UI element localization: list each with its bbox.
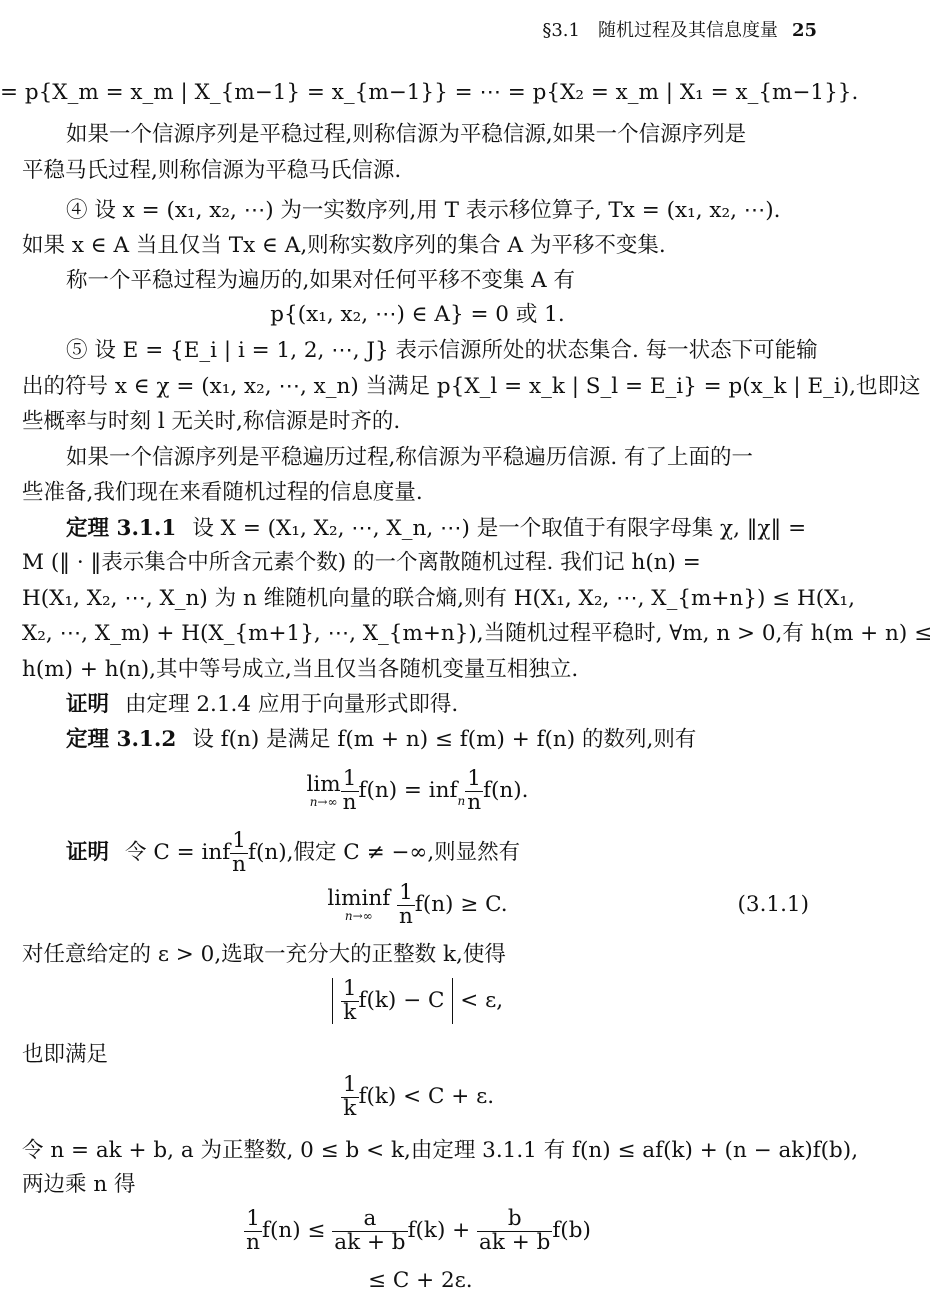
text-line: 对任意给定的 ε > 0,选取一充分大的正整数 k,使得 (22, 942, 506, 967)
text-line: 称一个平稳过程为遍历的,如果对任何平移不变集 A 有 (66, 268, 576, 293)
inf-subscript: n (457, 794, 466, 809)
text-line: 如果一个信源序列是平稳过程,则称信源为平稳信源,如果一个信源序列是 (66, 122, 747, 147)
text-line: 令 n = ak + b, a 为正整数, 0 ≤ b < k,由定理 3.1.1 有 f(n) ≤ af(k) + (n − ak)f(b), (22, 1138, 859, 1163)
lim-operator: lim n→∞ (306, 772, 341, 809)
text-line: ④ 设 x = (x₁, x₂, ⋯) 为一实数序列,用 T 表示移位算子, Tx = (x₁, x₂, ⋯). (66, 198, 781, 223)
text-line: X₂, ⋯, X_m) + H(X_{m+1}, ⋯, X_{m+n}),当随机过程平稳时, ∀m, n > 0,有 h(m + n) ≤ (22, 621, 932, 646)
equation-text: f(k) < C + ε. (358, 1084, 495, 1110)
fraction: $\frac{1}{n}$ (399, 880, 413, 929)
proof-label: 证明 (66, 840, 110, 866)
fraction: $\frac{a}{ak + b}$ (334, 1206, 406, 1255)
proof-text: 由定理 2.1.4 应用于向量形式即得. (125, 692, 459, 717)
fraction: $\frac{1}{n}$ (246, 1206, 260, 1255)
fraction: $\frac{1}{n}$ (232, 828, 247, 877)
proof-label: 证明 (66, 692, 110, 717)
theorem-3-1-1-line (66, 514, 806, 544)
text-line: 也即满足 (22, 1042, 109, 1067)
proof-line (66, 690, 458, 720)
proof-text: 令 C = inf (125, 840, 231, 866)
text-line: 平稳马氏过程,则称信源为平稳马氏信源. (22, 158, 402, 183)
equation-fk (0, 1074, 835, 1120)
header-section: §3.1 随机过程及其信息度量 (542, 20, 778, 41)
equation-number: (3.1.1) (737, 892, 809, 917)
liminf-operator: liminf n→∞ (327, 886, 391, 923)
equation-line: = p{X_m = x_m | X_{m−1} = x_{m−1}} = ⋯ = p{X₂ = x_m | X₁ = x_{m−1}}. (0, 80, 859, 105)
equation-text: < ε, (460, 988, 504, 1014)
equation-text: f(k) + (407, 1218, 471, 1244)
page-number: 25 (791, 20, 817, 41)
text-line: h(m) + h(n),其中等号成立,当且仅当各随机变量互相独立. (22, 657, 579, 682)
equation-line: p{(x₁, x₂, ⋯) ∈ A} = 0 或 1. (270, 302, 565, 327)
equation-text: f(n) = inf (358, 778, 458, 804)
equation-3-1-1 (0, 882, 835, 928)
equation-line: ≤ C + 2ε. (368, 1268, 473, 1293)
text-line: 些准备,我们现在来看随机过程的信息度量. (22, 480, 423, 505)
theorem-label: 定理 3.1.2 (66, 727, 177, 752)
text-line: H(X₁, X₂, ⋯, X_n) 为 n 维随机向量的联合熵,则有 H(X₁, X₂, ⋯, X_{m+n}) ≤ H(X₁, (22, 586, 855, 611)
text-line: 如果 x ∈ A 当且仅当 Tx ∈ A,则称实数序列的集合 A 为平移不变集. (22, 233, 666, 258)
equation-text: f(n) ≤ (262, 1218, 326, 1244)
theorem-3-1-2-line (66, 725, 696, 755)
fraction: $\frac{1}{k}$ (342, 1072, 357, 1121)
equation-lim-inf (0, 768, 835, 814)
fraction: $\frac{1}{n}$ (342, 766, 357, 815)
equation-text: f(n). (483, 778, 529, 804)
proof-line (66, 830, 520, 876)
theorem-label: 定理 3.1.1 (66, 516, 177, 541)
text-line: 些概率与时刻 l 无关时,称信源是时齐的. (22, 409, 401, 434)
text-line: ⑤ 设 E = {E_i | i = 1, 2, ⋯, J} 表示信源所处的状态集合. 每一状态下可能输 (66, 338, 818, 363)
fraction: $\frac{b}{ak + b}$ (479, 1206, 551, 1255)
text-line: 如果一个信源序列是平稳遍历过程,称信源为平稳遍历信源. 有了上面的一 (66, 445, 754, 470)
theorem-text: 设 X = (X₁, X₂, ⋯, X_n, ⋯) 是一个取值于有限字母集 χ, ‖χ‖ = (192, 516, 807, 541)
equation-abs (0, 978, 835, 1024)
text-line: 出的符号 x ∈ χ = (x₁, x₂, ⋯, x_n) 当满足 p{X_l = x_k | S_l = E_i} = p(x_k | E_i),也即这 (22, 374, 921, 399)
text-line: 两边乘 n 得 (22, 1172, 136, 1197)
theorem-text: 设 f(n) 是满足 f(m + n) ≤ f(m) + f(n) 的数列,则有 (192, 727, 697, 752)
equation-text: f(n) ≥ C. (414, 892, 508, 918)
text-line: M (‖ · ‖表示集合中所含元素个数) 的一个离散随机过程. 我们记 h(n) = (22, 550, 701, 575)
proof-text: f(n),假定 C ≠ −∞,则显然有 (248, 840, 521, 866)
equation-text: f(b) (552, 1218, 591, 1244)
absolute-value: $\frac{1}{k}$ f(k) − C (332, 978, 454, 1024)
equation-bound (0, 1208, 835, 1254)
fraction: $\frac{1}{n}$ (467, 766, 482, 815)
running-header (542, 16, 817, 42)
